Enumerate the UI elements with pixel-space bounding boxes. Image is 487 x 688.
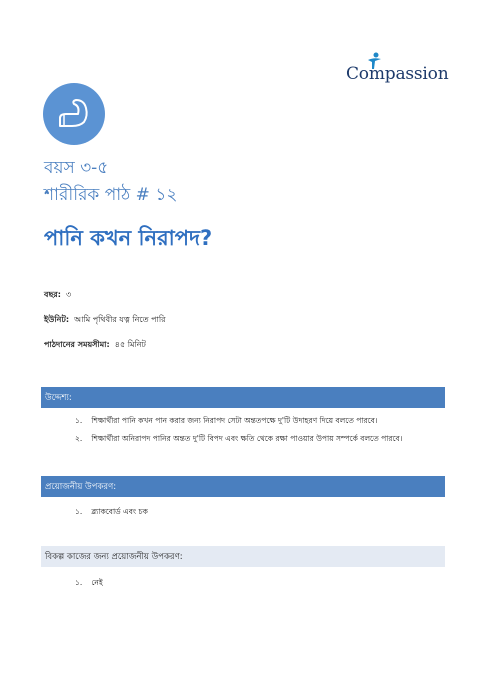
duration-value: ৪৫ মিনিট <box>114 340 146 349</box>
materials-heading: প্রয়োজনীয় উপকরণ: <box>41 476 445 497</box>
meta-year <box>44 289 71 302</box>
logo-text: Compassion <box>346 64 449 84</box>
item-text: শিক্ষার্থীরা পানি কখন পান করার জন্য নিরাপদ সেটা অন্ততপক্ষে দু'টি উদাহরণ দিয়ে বলতে পারবে। <box>91 416 378 425</box>
item-number: ১. <box>75 578 83 587</box>
lesson-badge <box>43 83 105 145</box>
item-number: ১. <box>75 507 83 516</box>
list-item <box>75 578 103 590</box>
unit-label: ইউনিট: <box>44 315 70 324</box>
duration-label: পাঠদানের সময়সীমা: <box>44 340 110 349</box>
item-number: ২. <box>75 434 83 443</box>
item-number: ১. <box>75 416 83 425</box>
list-item <box>75 416 378 428</box>
flexed-arm-icon <box>54 98 94 130</box>
meta-duration <box>44 339 146 352</box>
list-item <box>75 507 148 519</box>
unit-value: আমি পৃথিবীর যত্ন নিতে পারি <box>74 315 166 324</box>
item-text: ব্ল্যাকবোর্ড এবং চক <box>91 507 148 516</box>
age-range: বয়স ৩-৫ <box>44 158 109 178</box>
item-text: নেই <box>91 578 103 587</box>
list-item <box>75 434 402 446</box>
objectives-heading: উদ্দেশ্য: <box>41 387 445 408</box>
year-value: ৩ <box>66 290 72 299</box>
meta-unit <box>44 314 166 327</box>
alt-materials-heading: বিকল্প কাজের জন্য প্রয়োজনীয় উপকরণ: <box>41 546 445 567</box>
compassion-logo <box>346 52 449 86</box>
year-label: বছর: <box>44 290 61 299</box>
lesson-number: শারীরিক পাঠ # ১২ <box>44 185 178 205</box>
lesson-title: পানি কখন নিরাপদ? <box>44 226 213 250</box>
item-text: শিক্ষার্থীরা অনিরাপদ পানির অন্তত দু'টি বিপদ এবং ক্ষতি থেকে রক্ষা পাওয়ার উপায় সম্পর্কে বলতে পারবে। <box>91 434 403 443</box>
